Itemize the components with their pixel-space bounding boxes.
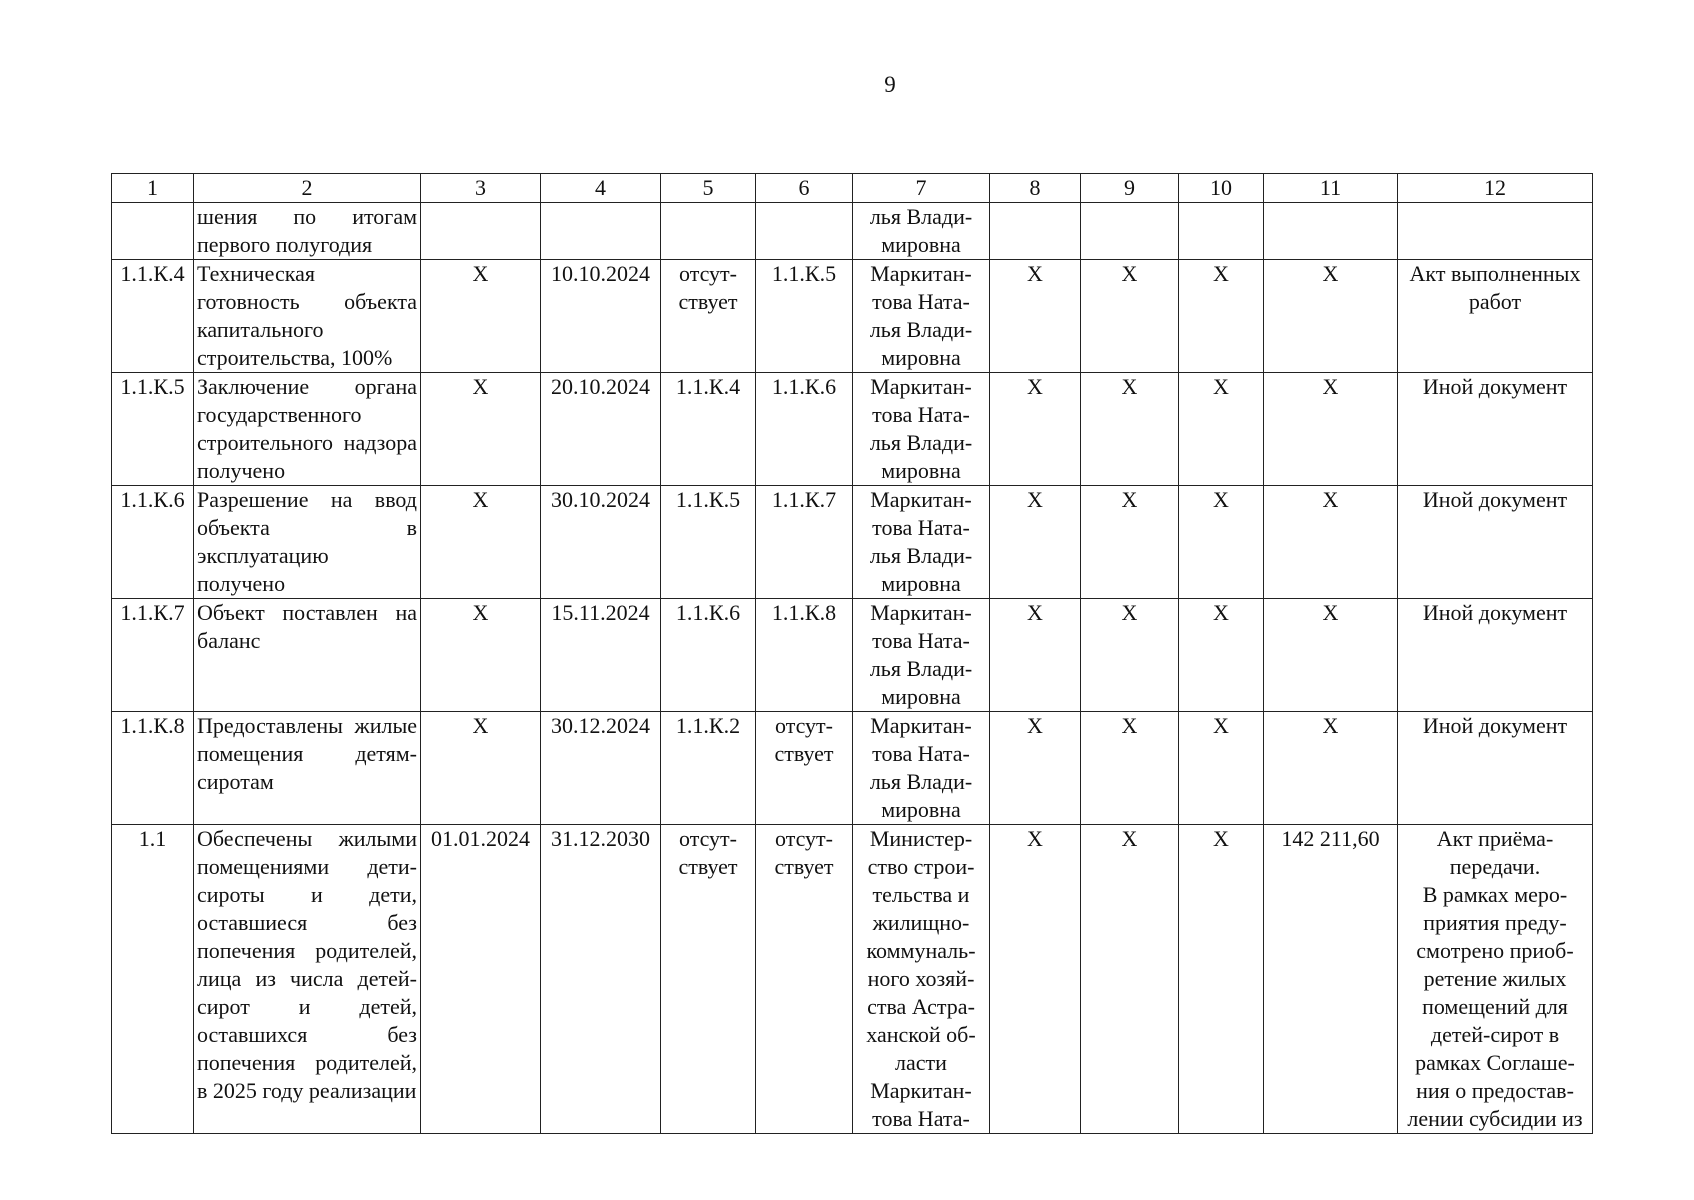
col10-cell: Х xyxy=(1179,825,1264,1134)
responsible-cell: лья Влади- мировна xyxy=(853,203,990,260)
responsible-cell: Министер- ство строи- тельства и жилищно- коммуналь- ного хозяй- ства Астра- ханской об- ласти Маркитан- това Ната- xyxy=(853,825,990,1134)
start-date-cell: Х xyxy=(421,260,541,373)
column-header: 9 xyxy=(1081,174,1179,203)
row-number-cell: 1.1.К.5 xyxy=(112,373,194,486)
start-date-cell: Х xyxy=(421,712,541,825)
col8-cell: Х xyxy=(990,599,1081,712)
end-date-cell: 10.10.2024 xyxy=(541,260,661,373)
start-date-cell: 01.01.2024 xyxy=(421,825,541,1134)
col9-cell: Х xyxy=(1081,373,1179,486)
col10-cell xyxy=(1179,203,1264,260)
start-date-cell: Х xyxy=(421,373,541,486)
amount-cell: 142 211,60 xyxy=(1264,825,1398,1134)
amount-cell: Х xyxy=(1264,260,1398,373)
page-number: 9 xyxy=(884,72,896,97)
start-date-cell: Х xyxy=(421,599,541,712)
column-header: 2 xyxy=(194,174,421,203)
amount-cell: Х xyxy=(1264,373,1398,486)
document-cell xyxy=(1398,203,1593,260)
result-name-cell: Предоставлены жилые помещения детям-сиротам xyxy=(194,712,421,825)
amount-cell: Х xyxy=(1264,599,1398,712)
predecessor-cell: 1.1.К.4 xyxy=(661,373,756,486)
col8-cell xyxy=(990,203,1081,260)
document-cell: Акт выполненных работ xyxy=(1398,260,1593,373)
table-row xyxy=(112,712,1593,825)
table-row xyxy=(112,825,1593,1134)
predecessor-cell: 1.1.К.5 xyxy=(661,486,756,599)
column-header: 12 xyxy=(1398,174,1593,203)
col10-cell: Х xyxy=(1179,712,1264,825)
result-name-cell: шения по итогам первого полугодия xyxy=(194,203,421,260)
successor-cell: 1.1.К.6 xyxy=(756,373,853,486)
successor-cell xyxy=(756,203,853,260)
predecessor-cell xyxy=(661,203,756,260)
row-number-cell: 1.1 xyxy=(112,825,194,1134)
column-header: 8 xyxy=(990,174,1081,203)
result-name-cell: Объект поставлен на баланс xyxy=(194,599,421,712)
predecessor-cell: отсут- ствует xyxy=(661,260,756,373)
successor-cell: отсут- ствует xyxy=(756,712,853,825)
col10-cell: Х xyxy=(1179,599,1264,712)
header-row xyxy=(112,174,1593,203)
end-date-cell: 15.11.2024 xyxy=(541,599,661,712)
row-number-cell: 1.1.К.4 xyxy=(112,260,194,373)
col9-cell: Х xyxy=(1081,825,1179,1134)
document-cell: Акт приёма- передачи. В рамках меро- приятия преду- смотрено приоб- ретение жилых помещений для детей-сирот в рамках Соглаше- ния о предостав- лении субсидии из xyxy=(1398,825,1593,1134)
amount-cell: Х xyxy=(1264,712,1398,825)
successor-cell: 1.1.К.7 xyxy=(756,486,853,599)
col9-cell xyxy=(1081,203,1179,260)
column-header: 5 xyxy=(661,174,756,203)
amount-cell: Х xyxy=(1264,486,1398,599)
responsible-cell: Маркитан- това Ната- лья Влади- мировна xyxy=(853,599,990,712)
successor-cell: отсут- ствует xyxy=(756,825,853,1134)
predecessor-cell: отсут- ствует xyxy=(661,825,756,1134)
successor-cell: 1.1.К.5 xyxy=(756,260,853,373)
col10-cell: Х xyxy=(1179,260,1264,373)
col8-cell: Х xyxy=(990,825,1081,1134)
end-date-cell: 30.10.2024 xyxy=(541,486,661,599)
table-row xyxy=(112,260,1593,373)
responsible-cell: Маркитан- това Ната- лья Влади- мировна xyxy=(853,486,990,599)
document-cell: Иной документ xyxy=(1398,373,1593,486)
table-row xyxy=(112,486,1593,599)
col9-cell: Х xyxy=(1081,712,1179,825)
row-number-cell: 1.1.К.8 xyxy=(112,712,194,825)
end-date-cell: 31.12.2030 xyxy=(541,825,661,1134)
column-header: 10 xyxy=(1179,174,1264,203)
predecessor-cell: 1.1.К.2 xyxy=(661,712,756,825)
table-row xyxy=(112,203,1593,260)
col9-cell: Х xyxy=(1081,486,1179,599)
column-header: 3 xyxy=(421,174,541,203)
responsible-cell: Маркитан- това Ната- лья Влади- мировна xyxy=(853,373,990,486)
column-header: 11 xyxy=(1264,174,1398,203)
col8-cell: Х xyxy=(990,712,1081,825)
row-number-cell: 1.1.К.7 xyxy=(112,599,194,712)
row-number-cell xyxy=(112,203,194,260)
col8-cell: Х xyxy=(990,373,1081,486)
col9-cell: Х xyxy=(1081,260,1179,373)
result-name-cell: Разрешение на ввод объекта в эксплуатацию получено xyxy=(194,486,421,599)
result-name-cell: Обеспечены жилыми помещениями дети-сироты и дети, оставшиеся без попечения родителей, лица из числа детей-сирот и детей, оставшихся без попечения родителей, в 2025 году реализации xyxy=(194,825,421,1134)
document-cell: Иной документ xyxy=(1398,486,1593,599)
predecessor-cell: 1.1.К.6 xyxy=(661,599,756,712)
col8-cell: Х xyxy=(990,486,1081,599)
document-cell: Иной документ xyxy=(1398,712,1593,825)
successor-cell: 1.1.К.8 xyxy=(756,599,853,712)
col10-cell: Х xyxy=(1179,486,1264,599)
results-table xyxy=(111,173,1593,1134)
column-header: 7 xyxy=(853,174,990,203)
row-number-cell: 1.1.К.6 xyxy=(112,486,194,599)
column-header: 1 xyxy=(112,174,194,203)
col8-cell: Х xyxy=(990,260,1081,373)
table-row xyxy=(112,373,1593,486)
col9-cell: Х xyxy=(1081,599,1179,712)
end-date-cell xyxy=(541,203,661,260)
end-date-cell: 20.10.2024 xyxy=(541,373,661,486)
table-row xyxy=(112,599,1593,712)
start-date-cell: Х xyxy=(421,486,541,599)
column-header: 6 xyxy=(756,174,853,203)
result-name-cell: Техническая готовность объекта капитального строительства, 100% xyxy=(194,260,421,373)
result-name-cell: Заключение органа государственного строительного надзора получено xyxy=(194,373,421,486)
amount-cell xyxy=(1264,203,1398,260)
document-cell: Иной документ xyxy=(1398,599,1593,712)
start-date-cell xyxy=(421,203,541,260)
responsible-cell: Маркитан- това Ната- лья Влади- мировна xyxy=(853,712,990,825)
column-header: 4 xyxy=(541,174,661,203)
col10-cell: Х xyxy=(1179,373,1264,486)
end-date-cell: 30.12.2024 xyxy=(541,712,661,825)
responsible-cell: Маркитан- това Ната- лья Влади- мировна xyxy=(853,260,990,373)
